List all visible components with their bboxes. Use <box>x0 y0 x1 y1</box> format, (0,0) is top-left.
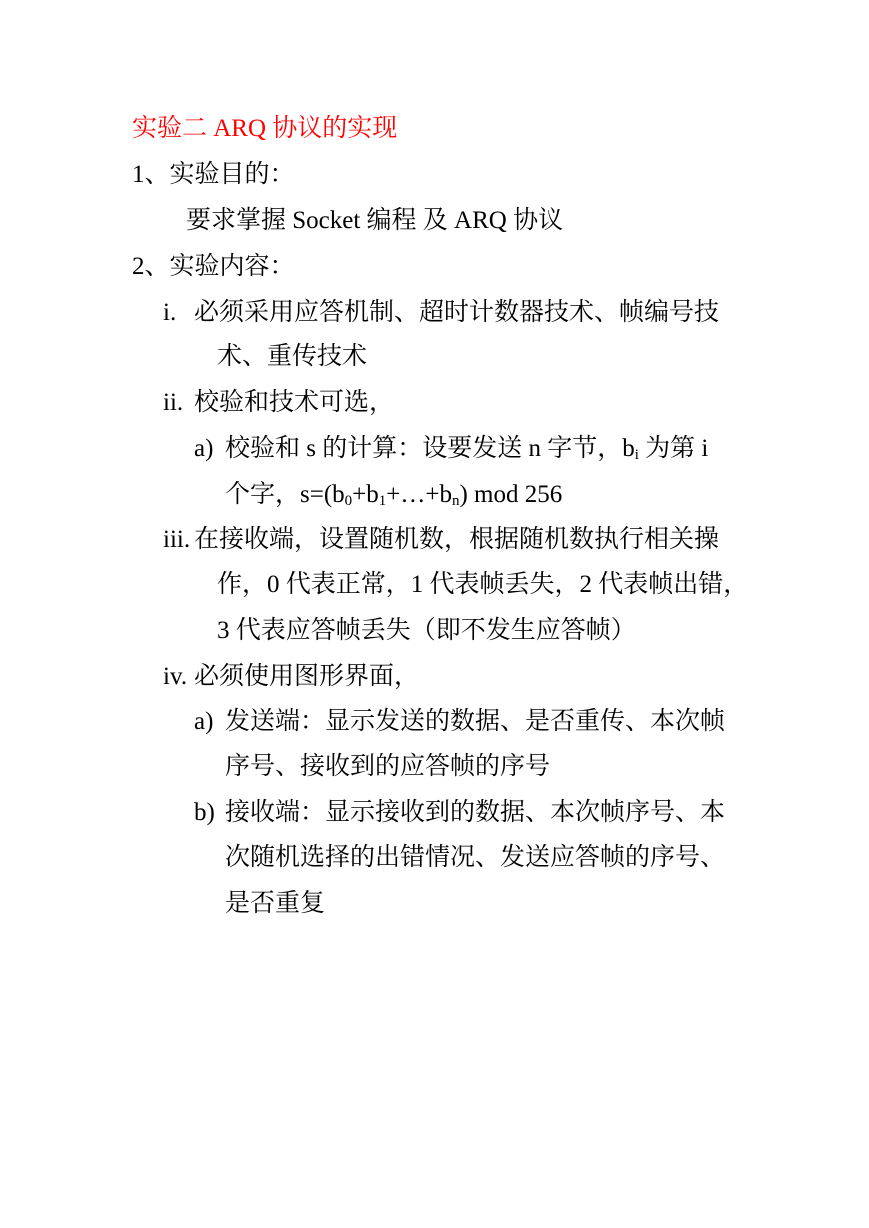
section-1-heading: 1、实验目的： <box>132 161 295 188</box>
list-marker-ii-a: a) <box>194 435 214 462</box>
subscript-i: i <box>634 447 639 463</box>
item-i-line-1: 必须采用应答机制、超时计数器技术、帧编号技 <box>194 299 720 326</box>
item-i-line-2: 术、重传技术 <box>217 343 368 370</box>
subscript-n: n <box>451 493 460 509</box>
list-marker-ii: ii. <box>163 389 184 416</box>
item-iv-a-line-2: 序号、接收到的应答帧的序号 <box>225 753 551 780</box>
list-marker-iv: iv. <box>163 663 188 690</box>
item-ii-a-line-1 <box>225 436 708 461</box>
subscript-0: 0 <box>344 493 353 509</box>
formula-part: 个字，s=(b <box>225 481 345 508</box>
item-iii-line-1: 在接收端，设置随机数，根据随机数执行相关操 <box>194 526 720 553</box>
item-iv-a-line-1: 发送端：显示发送的数据、是否重传、本次帧 <box>225 708 726 735</box>
section-1-body: 要求掌握 Socket 编程 及 ARQ 协议 <box>186 207 564 234</box>
formula-part: ) mod 256 <box>459 481 563 508</box>
item-ii-line-1: 校验和技术可选， <box>194 389 395 416</box>
item-iv-b-line-2: 次随机选择的出错情况、发送应答帧的序号、 <box>225 844 726 871</box>
list-marker-iv-b: b) <box>194 799 215 826</box>
item-iii-line-2: 作，0 代表正常，1 代表帧丢失，2 代表帧出错， <box>217 571 749 598</box>
item-ii-a-line-2 <box>225 482 562 507</box>
item-iii-line-3: 3 代表应答帧丢失（即不发生应答帧） <box>217 617 636 644</box>
section-2-heading: 2、实验内容： <box>132 253 295 280</box>
item-iv-line-1: 必须使用图形界面， <box>194 663 420 690</box>
checksum-text: 校验和 s 的计算：设要发送 n 字节，b <box>225 435 635 462</box>
checksum-text-tail: 为第 i <box>638 435 709 462</box>
formula-part: +b <box>352 481 379 508</box>
item-iv-b-line-3: 是否重复 <box>225 890 326 917</box>
formula-part: +…+b <box>386 481 452 508</box>
subscript-1: 1 <box>378 493 387 509</box>
list-marker-iii: iii. <box>163 526 191 553</box>
list-marker-i: i. <box>163 299 177 326</box>
item-iv-b-line-1: 接收端：显示接收到的数据、本次帧序号、本 <box>225 799 726 826</box>
document-title: 实验二 ARQ 协议的实现 <box>132 115 398 142</box>
list-marker-iv-a: a) <box>194 708 214 735</box>
